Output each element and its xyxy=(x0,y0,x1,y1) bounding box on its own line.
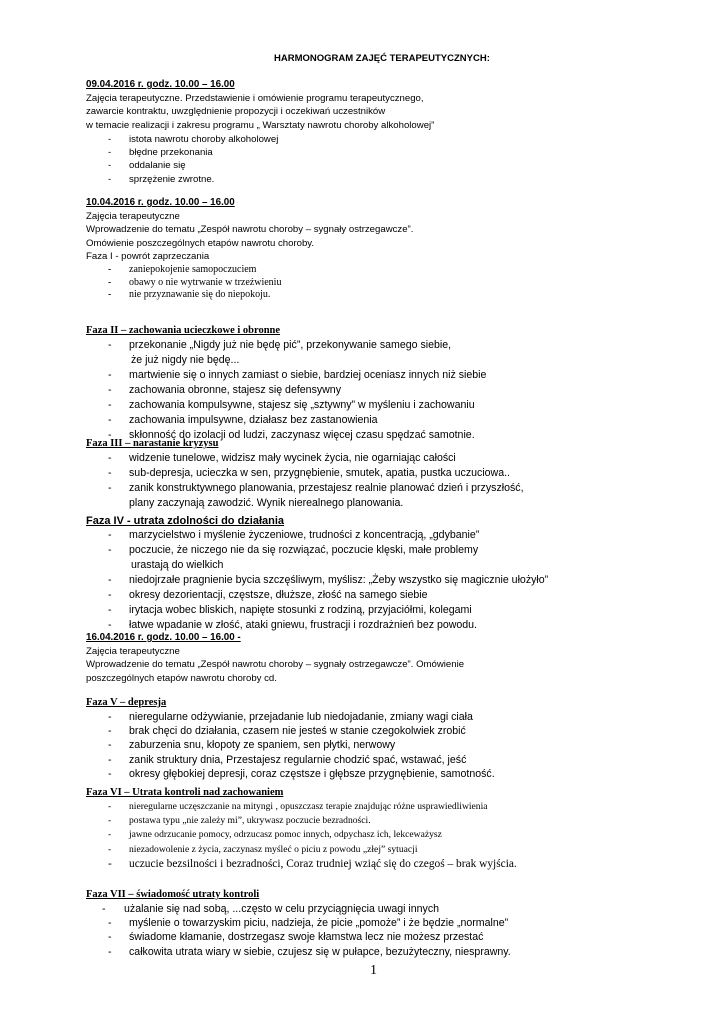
phase-3 xyxy=(86,437,646,511)
list-item: - obawy o nie wytrwanie w trzeźwieniu xyxy=(108,276,282,288)
phase-7 xyxy=(86,888,646,959)
list-item: - nieregularne odżywianie, przejadanie lub niedojadanie, zmiany wagi ciała xyxy=(108,711,473,723)
phase-2-list xyxy=(86,338,646,443)
session-2-header: 10.04.2016 r. godz. 10.00 – 16.00 xyxy=(86,197,235,208)
list-item: - brak chęci do działania, czasem nie jesteś w stanie czegokolwiek zrobić xyxy=(108,725,466,738)
list-item: - postawa typu „nie zależy mi”, ukrywasz poczucie bezradności. xyxy=(108,815,371,827)
session-3-line: Zajęcia terapeutyczne xyxy=(86,646,180,657)
session-1-line: zawarcie kontraktu, uwzględnienie propozycji i oczekiwań uczestników xyxy=(86,106,386,118)
list-item: - jawne odrzucanie pomocy, odrzucasz pomoc innych, odpychasz ich, lekceważysz xyxy=(108,829,442,841)
list-item: - zachowania kompulsywne, stajesz się „sztywny” w myśleniu i zachowaniu xyxy=(108,399,475,411)
phase-6-header: Faza VI – Utrata kontroli nad zachowaniem xyxy=(86,787,284,798)
list-item-continuation: że już nigdy nie będę... xyxy=(131,354,240,366)
list-item-continuation: urastają do wielkich xyxy=(131,559,224,571)
page-number: 1 xyxy=(370,963,377,978)
list-item: - zanik struktury dnia, Przestajesz regularnie chodzić spać, wstawać, jeść xyxy=(108,753,467,766)
list-item: - okresy dezorientacji, częstsze, dłuższe, złość na samego siebie xyxy=(108,589,428,601)
list-item: - sprzężenie zwrotne. xyxy=(108,173,215,185)
list-item: - świadome kłamanie, dostrzegasz swoje kłamstwa lecz nie możesz przestać xyxy=(108,931,484,944)
session-1-line: Zajęcia terapeutyczne. Przedstawienie i omówienie programu terapeutycznego, xyxy=(86,93,424,104)
session-1 xyxy=(86,78,646,186)
list-item: - martwienie się o innych zamiast o siebie, bardziej oceniasz innych niż siebie xyxy=(108,369,487,381)
list-item: - nieregularne uczęszczanie na mityngi , opuszczasz terapie znajdując różne usprawiedliwienia xyxy=(108,801,488,812)
list-item: - całkowita utrata wiary w siebie, czujesz się w pułapce, bezużyteczny, niesprawny. xyxy=(108,945,511,958)
phase-4-header: Faza IV - utrata zdolności do działania xyxy=(86,515,285,527)
list-item: - okresy głębokiej depresji, coraz częstsze i głębsze przygnębienie, samotność. xyxy=(108,767,495,780)
session-1-list xyxy=(86,133,646,186)
list-item: - zanik konstruktywnego planowania, przestajesz realnie planować dzień i przyszłość, xyxy=(108,482,524,494)
phase-7-header: Faza VII – świadomość utraty kontroli xyxy=(86,889,260,900)
list-item: - sub-depresja, ucieczka w sen, przygnębienie, smutek, apatia, pustka uczuciowa.. xyxy=(108,467,510,479)
list-item: - nie przyznawanie się do niepokoju. xyxy=(108,289,271,301)
list-item: - poczucie, że niczego nie da się rozwiązać, poczucie klęski, małe problemy xyxy=(108,544,479,556)
phase-5-header: Faza V – depresja xyxy=(86,697,167,708)
list-item: - zachowania obronne, stajesz się defensywny xyxy=(108,384,341,396)
list-item: - łatwe wpadanie w złość, ataki gniewu, frustracji i rozdrażnień bez powodu. xyxy=(108,619,478,631)
session-2-line: Wprowadzenie do tematu „Zespół nawrotu choroby – sygnały ostrzegawcze”. xyxy=(86,224,414,236)
phase-5-list xyxy=(86,710,646,781)
phase-2 xyxy=(86,324,646,443)
list-item: - marzycielstwo i myślenie życzeniowe, trudności z koncentracją, „gdybanie” xyxy=(108,529,480,541)
list-item: - zaburzenia snu, kłopoty ze spaniem, sen płytki, nerwowy xyxy=(108,739,396,752)
session-2-line: Faza I - powrót zaprzeczania xyxy=(86,250,210,262)
list-item: - skłonność do izolacji od ludzi, zaczynasz więcej czasu spędzać samotnie. xyxy=(108,429,475,441)
phase-7-list xyxy=(86,902,646,959)
list-item: - istota nawrotu choroby alkoholowej xyxy=(108,133,279,145)
session-3 xyxy=(86,631,646,685)
phase-6-list xyxy=(86,800,646,857)
phase-5 xyxy=(86,696,646,781)
list-item: - widzenie tunelowe, widzisz mały wycinek życia, nie ogarniając całości xyxy=(108,452,456,464)
session-3-line: poszczególnych etapów nawrotu choroby cd. xyxy=(86,672,277,684)
phase-3-list xyxy=(86,451,646,511)
list-item: - niezadowolenie z życia, zaczynasz myśleć o piciu z powodu „złej” sytuacji xyxy=(108,843,418,855)
phase-2-header: Faza II – zachowania ucieczkowe i obronne xyxy=(86,325,281,336)
list-item: - użalanie się nad sobą, ...często w celu przyciągnięcia uwagi innych xyxy=(102,903,440,915)
session-2-list xyxy=(86,264,646,302)
list-item: - zaniepokojenie samopoczuciem xyxy=(108,264,257,276)
list-item: - błędne przekonania xyxy=(108,147,213,159)
phase-3-header: Faza III – narastanie kryzysu xyxy=(86,438,219,449)
list-item: - irytacja wobec bliskich, napięte stosunki z rodziną, przyjaciółmi, kolegami xyxy=(108,604,472,616)
list-item-continuation: plany zaczynają zawodzić. Wynik nierealnego planowania. xyxy=(129,497,404,509)
list-item: - zachowania impulsywne, działasz bez zastanowienia xyxy=(108,414,378,426)
list-item: - przekonanie „Nigdy już nie będę pić”, przekonywanie samego siebie, xyxy=(108,339,452,351)
session-1-header: 09.04.2016 r. godz. 10.00 – 16.00 xyxy=(86,79,235,90)
list-item: - oddalanie się xyxy=(108,160,186,172)
list-item: - myślenie o towarzyskim piciu, nadzieja, że picie „pomoże” i że będzie „normalne” xyxy=(108,917,509,930)
document-title: HARMONOGRAM ZAJĘĆ TERAPEUTYCZNYCH: xyxy=(274,53,490,64)
phase-4-list xyxy=(86,528,646,633)
session-3-line: Wprowadzenie do tematu „Zespół nawrotu choroby – sygnały ostrzegawcze”. Omówienie xyxy=(86,659,465,671)
session-2-line: Zajęcia terapeutyczne xyxy=(86,211,180,222)
session-1-line: w temacie realizacji i zakresu programu „ Warsztaty nawrotu choroby alkoholowej” xyxy=(86,119,435,131)
phase-4 xyxy=(86,514,646,633)
phase-6 xyxy=(86,786,646,871)
session-3-header: 16.04.2016 r. godz. 10.00 – 16.00 - xyxy=(86,632,241,643)
list-item: - niedojrzałe pragnienie bycia szczęśliwym, myślisz: „Żeby wszystko się magicznie ułożyło” xyxy=(108,574,549,586)
list-item: - uczucie bezsilności i bezradności, Coraz trudniej wziąć się do czegoś – brak wyjścia. xyxy=(108,857,517,870)
phase-6-list-last xyxy=(86,857,646,871)
session-2 xyxy=(86,196,646,302)
session-2-line: Omówienie poszczególnych etapów nawrotu choroby. xyxy=(86,237,315,249)
